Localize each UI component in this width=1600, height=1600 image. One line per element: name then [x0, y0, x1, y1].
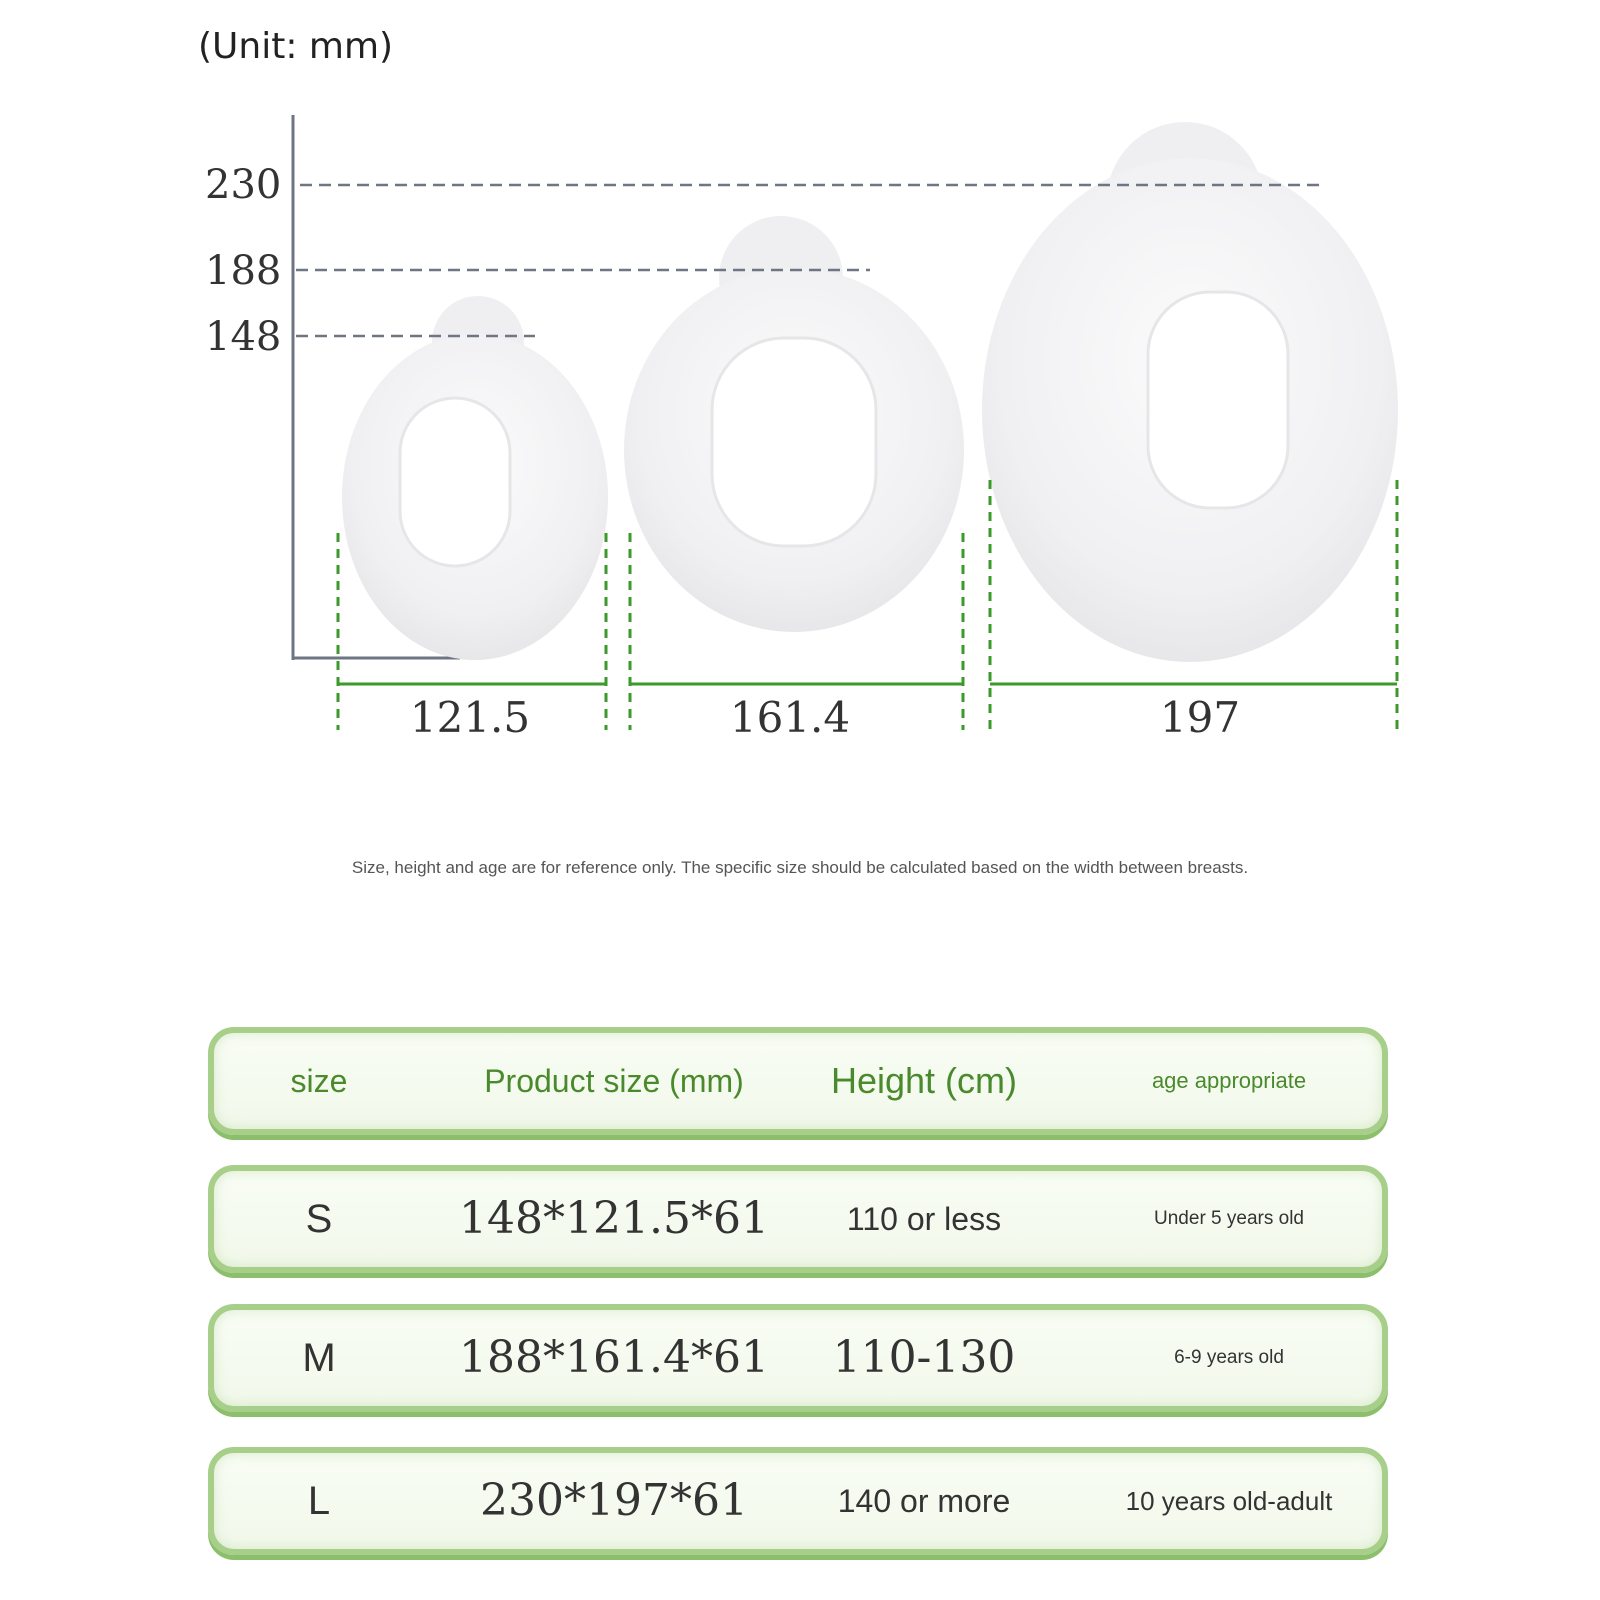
- height-tick-148: 148: [205, 314, 282, 360]
- potty-seat-small-icon: [342, 296, 608, 660]
- table-row: [208, 1447, 1388, 1555]
- header-product-size: Product size (mm): [484, 1063, 744, 1099]
- product-size-cell: 230*197*61: [480, 1475, 748, 1526]
- size-cell: L: [307, 1479, 331, 1523]
- age-cell: 10 years old-adult: [1125, 1486, 1333, 1516]
- table-row: [208, 1304, 1388, 1412]
- unit-label: (Unit: mm): [198, 26, 394, 67]
- width-label-large: 197: [1159, 693, 1241, 742]
- size-cell: S: [305, 1197, 333, 1241]
- header-height: Height (cm): [830, 1060, 1018, 1101]
- height-tick-230: 230: [205, 162, 282, 208]
- header-size: size: [290, 1063, 348, 1099]
- height-cell: 110 or less: [846, 1201, 1002, 1237]
- header-age: age appropriate: [1151, 1068, 1307, 1093]
- height-cell: 110-130: [832, 1332, 1016, 1383]
- size-cell: M: [302, 1336, 336, 1380]
- product-size-cell: 148*121.5*61: [459, 1193, 769, 1244]
- age-cell: Under 5 years old: [1154, 1208, 1304, 1229]
- size-diagram: [0, 0, 1600, 760]
- potty-seat-large-icon: [982, 122, 1398, 662]
- product-size-cell: 188*161.4*61: [459, 1332, 769, 1383]
- width-label-medium: 161.4: [729, 693, 851, 742]
- age-cell: 6-9 years old: [1174, 1347, 1284, 1368]
- height-cell: 140 or more: [837, 1483, 1011, 1519]
- reference-note: Size, height and age are for reference only. The specific size should be calculated based on the width between breasts.: [351, 858, 1249, 877]
- height-tick-188: 188: [205, 248, 282, 294]
- width-label-small: 121.5: [409, 693, 531, 742]
- table-header-row: [208, 1027, 1388, 1135]
- potty-seat-medium-icon: [624, 216, 964, 632]
- table-row: [208, 1165, 1388, 1273]
